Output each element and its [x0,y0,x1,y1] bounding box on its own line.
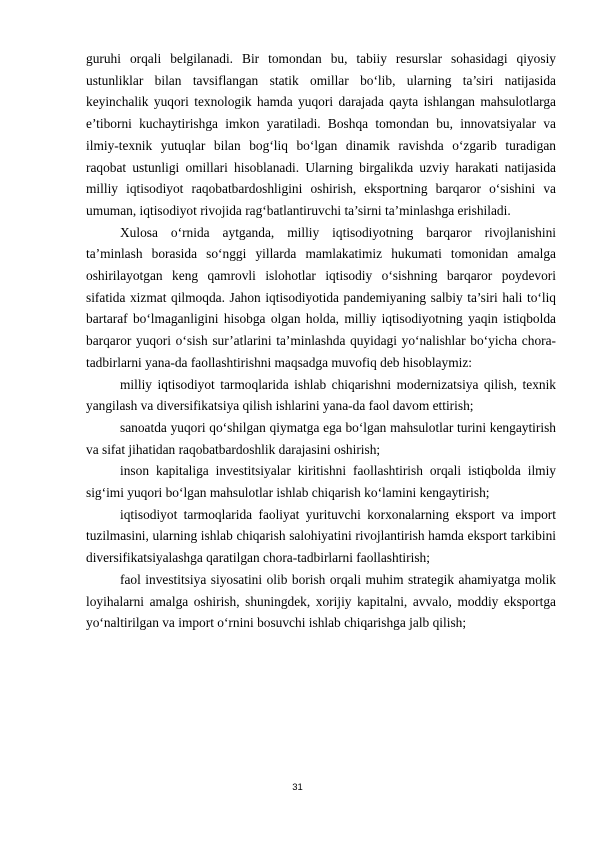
paragraph-continuation: guruhi orqali belgilanadi. Bir tomondan bu, tabiiy resurslar sohasidagi qiyosiy ustunliklar bilan tavsiflangan statik omillar bo‘lib, ularning ta’siri natijasida keyinchalik yuqori texnologik hamda yuqori darajada qayta ishlangan mahsulotlarga e’tiborni kuchaytirishga imkon yaratiladi. Boshqa tomondan bu, innovatsiyalar va ilmiy-texnik yutuqlar bilan bog‘liq bo‘lgan dinamik ravishda o‘zgarib turadigan raqobat ustunligi omillari hisoblanadi. Ularning birgalikda uzviy harakati natijasida milliy iqtisodiyot raqobatbardoshligini oshirish, eksportning barqaror o‘sishini va umuman, iqtisodiyot rivojida rag‘batlantiruvchi ta’sirni ta’minlashga erishiladi. [86,51,556,218]
recommendation-item: iqtisodiyot tarmoqlarida faoliyat yurituvchi korxonalarning eksport va import tuzilmasini, ularning ishlab chiqarish salohiyatini rivojlantirish hamda eksport tarkibini diversifikatsiyalashga qaratilgan chora-tadbirlarni faollashtirish; [86,506,556,566]
recommendation-item: milliy iqtisodiyot tarmoqlarida ishlab chiqarishni modernizatsiya qilish, texnik yangilash va diversifikatsiya qilish ishlarini yana-da faol davom ettirish; [86,376,556,414]
paragraph-conclusion: Xulosa o‘rnida aytganda, milliy iqtisodiyotning barqaror rivojlanishini ta’minlash borasida so‘nggi yillarda mamlakatimiz hukumati tomonidan amalga oshirilayotgan keng qamrovli islohotlar iqtisodiy o‘sishning barqaror poydevori sifatida xizmat qilmoqda. Jahon iqtisodiyotida pandemiyaning salbiy ta’siri hali to‘liq bartaraf bo‘lmaganligini hisobga olgan holda, milliy iqtisodiyotning yaqin istiqbolda barqaror yuqori o‘sish sur’atlarini ta’minlashda quyidagi yo‘nalishlar bo‘yicha chora-tadbirlarni yana-da faollashtirishni maqsadga muvofiq deb hisoblaymiz: [86,224,556,370]
recommendation-item: faol investitsiya siyosatini olib borish orqali muhim strategik ahamiyatga molik loyihalarni amalga oshirish, shuningdek, xorijiy kapitalni, avvalo, moddiy eksportga yo‘naltirilgan va import o‘rnini bosuvchi ishlab chiqarishga jalb qilish; [86,571,556,631]
recommendation-item: sanoatda yuqori qo‘shilgan qiymatga ega bo‘lgan mahsulotlar turini kengaytirish va sifat jihatidan raqobatbardoshlik darajasini oshirish; [86,419,556,457]
recommendation-item: inson kapitaliga investitsiyalar kiritishni faollashtirish orqali istiqbolda ilmiy sig‘imi yuqori bo‘lgan mahsulotlar ishlab chiqarish ko‘lamini kengaytirish; [86,463,556,501]
page-number: 31 [292,782,303,793]
document-body [86,48,556,634]
